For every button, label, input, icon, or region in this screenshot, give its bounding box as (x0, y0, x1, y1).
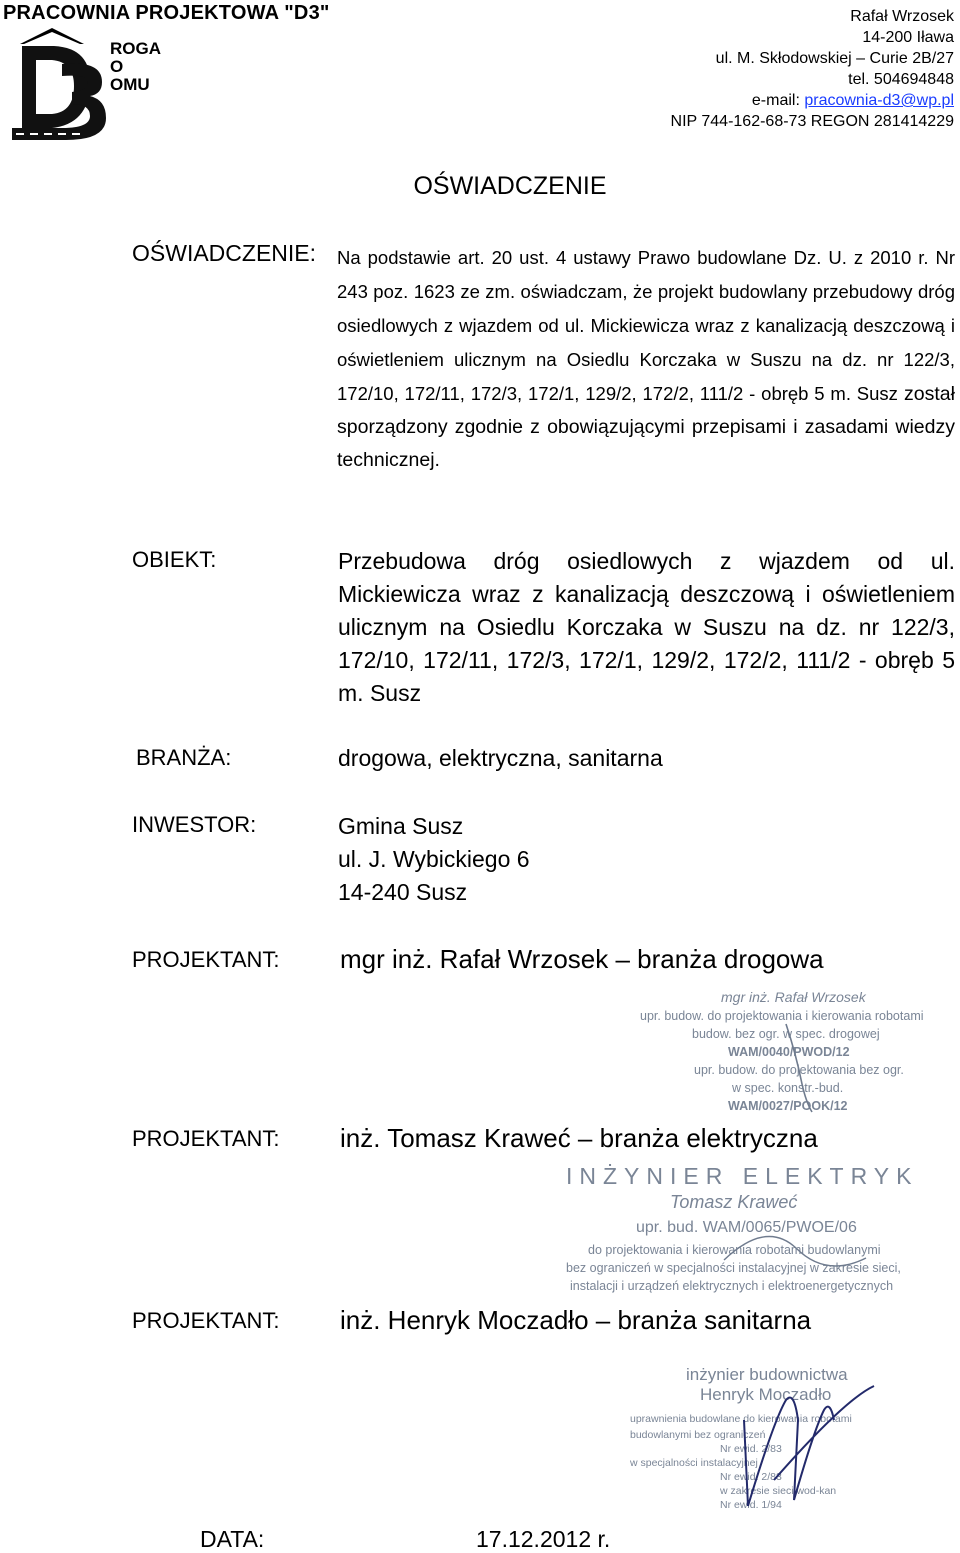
investor-label: INWESTOR: (132, 812, 257, 837)
statement-label: OŚWIADCZENIE: (132, 240, 317, 266)
company-logo (2, 24, 162, 144)
branch-label: BRANŻA: (136, 745, 232, 770)
branch-value: drogowa, elektryczna, sanitarna (338, 745, 663, 771)
designer-name: inż. Henryk Moczadło – branża sanitarna (340, 1305, 812, 1335)
stamp-line: Nr ewid. 2/83 (720, 1443, 782, 1455)
stamp-line: w spec. konstr.-bud. (732, 1081, 844, 1095)
stamp-line: bez ograniczeń w specjalności instalacyjnej w zakresie sieci, (566, 1261, 901, 1275)
investor-line: 14-240 Susz (338, 879, 468, 905)
designer-label: PROJEKTANT: (132, 1308, 280, 1333)
stamp-line: w specjalności instalacyjnej (630, 1457, 758, 1469)
designer-name: inż. Tomasz Kraweć – branża elektryczna (340, 1123, 818, 1153)
designer-label: PROJEKTANT: (132, 1126, 280, 1151)
contact-street: ul. M. Skłodowskiej – Curie 2B/27 (715, 50, 954, 67)
stamp-line: mgr inż. Rafał Wrzosek (721, 989, 866, 1005)
contact-email-link[interactable]: pracownia-d3@wp.pl (804, 92, 954, 109)
stamp-line: Tomasz Kraweć (670, 1192, 798, 1212)
statement-text-part1: Na podstawie art. 20 ust. 4 ustawy Prawo budowlane Dz. U. z 2010 r. Nr 243 poz. 1623 ze zm. oświadczam, że projekt budowlany przebudowy dróg osiedlowych z wjazdem od ul. Mickiewicza wraz z kanalizacją deszczową i oświetleniem ulicznym na Osiedlu Korczaka w Suszu na dz. nr 122/3, 172/10, 172/11, 172/3, 172/1, 129/2, 172/2, 111/2 - obręb 5 m. Susz (337, 247, 955, 404)
designer-stamp (624, 1360, 956, 1510)
stamp-line: WAM/0027/POOK/12 (728, 1099, 848, 1113)
company-name: PRACOWNIA PROJEKTOWA "D3" (3, 2, 330, 24)
investor-line: Gmina Susz (338, 813, 464, 839)
stamp-line: Nr ewid. 1/94 (720, 1499, 782, 1510)
page-title: OŚWIADCZENIE (413, 172, 607, 200)
date-value: 17.12.2012 r. (476, 1526, 611, 1552)
statement-text (337, 241, 955, 477)
stamp-line: budowlanymi bez ograniczeń (630, 1429, 766, 1441)
contact-email-label: e-mail: (751, 92, 805, 109)
stamp-line: WAM/0040/PWOD/12 (728, 1045, 850, 1059)
stamp-line: Nr ewid. 2/83 (720, 1471, 782, 1483)
stamp-line: upr. bud. WAM/0065/PWOE/06 (636, 1219, 857, 1236)
stamp-line: INŻYNIER ELEKTRYK (566, 1163, 919, 1189)
contact-phone: tel. 504694848 (848, 71, 954, 88)
designer-stamp (636, 984, 956, 1118)
stamp-line: uprawnienia budowlane do kierowania robotami (630, 1413, 852, 1425)
date-label: DATA: (200, 1526, 265, 1552)
designer-stamp (566, 1160, 950, 1300)
stamp-line: w zakresie sieci wod-kan (720, 1485, 837, 1497)
object-text: Przebudowa dróg osiedlowych z wjazdem od ul. Mickiewicza wraz z kanalizacją deszczową i oświetleniem ulicznym na Osiedlu Korczaka w Suszu na dz. nr 122/3, 172/10, 172/11, 172/3, 172/1, 129/2, 172/2, 111/2 - obręb 5 m. Susz (338, 548, 955, 706)
contact-nip-regon: NIP 744-162-68-73 REGON 281414229 (670, 113, 954, 130)
investor-address (338, 810, 530, 909)
designer-name: mgr inż. Rafał Wrzosek – branża drogowa (340, 944, 824, 974)
stamp-line: Henryk Moczadło (700, 1385, 832, 1404)
logo-text-o: O (110, 57, 124, 76)
contact-city: 14-200 Iława (862, 29, 954, 46)
stamp-line: instalacji i urządzeń elektrycznych i elektroenergetycznych (570, 1279, 894, 1293)
contact-email-row (671, 90, 954, 111)
stamp-line: inżynier budownictwa (686, 1365, 848, 1384)
stamp-line: upr. budow. do projektowania i kierowania robotami (640, 1009, 924, 1023)
stamp-line: do projektowania i kierowania robotami budowlanymi (588, 1243, 881, 1257)
designer-label: PROJEKTANT: (132, 947, 280, 972)
stamp-line: upr. budow. do projektowania bez ogr. (694, 1063, 904, 1077)
object-label: OBIEKT: (132, 547, 217, 572)
statement-text-part2: został sporządzony zgodnie z obowiązującymi przepisami i zasadami wiedzy technicznej. (337, 383, 955, 471)
logo-text-roga: ROGA (110, 39, 161, 58)
contact-block (671, 6, 954, 132)
stamp-line: budow. bez ogr. w spec. drogowej (692, 1027, 880, 1041)
contact-name: Rafał Wrzosek (850, 8, 954, 25)
investor-line: ul. J. Wybickiego 6 (338, 846, 530, 872)
logo-text-omu: OMU (110, 75, 150, 94)
